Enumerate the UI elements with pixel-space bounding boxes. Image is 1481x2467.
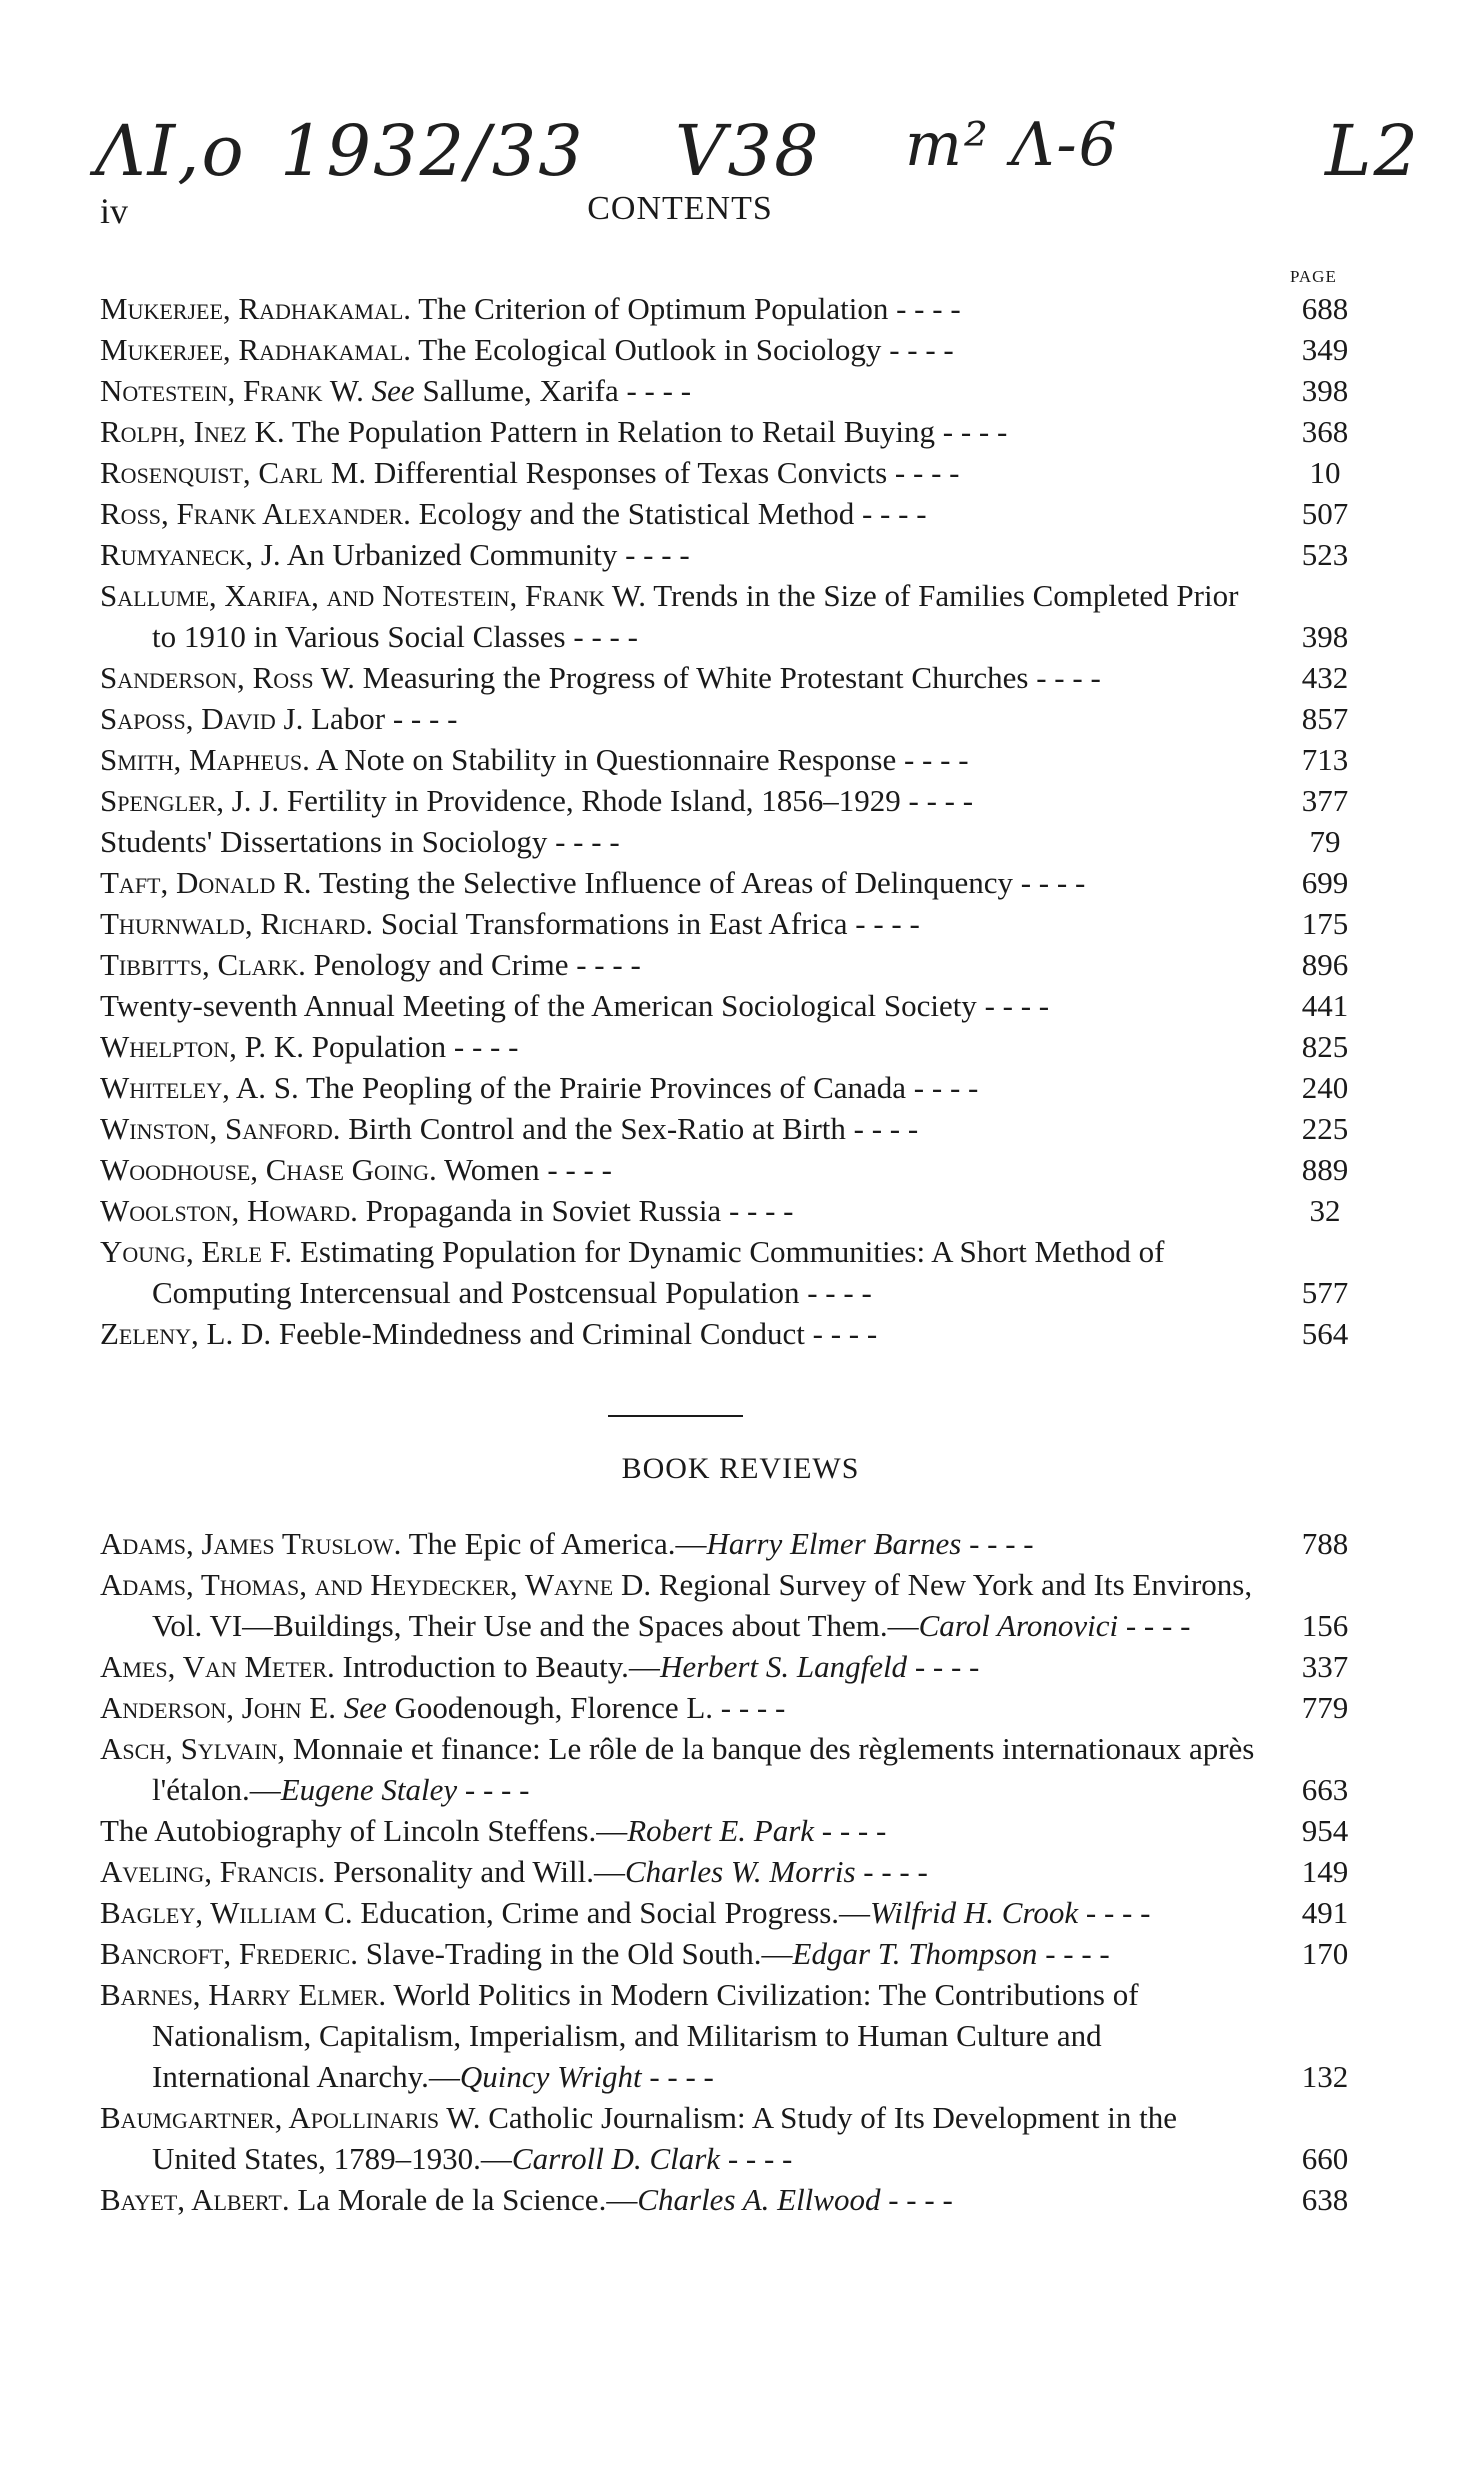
list-item: [100, 1313, 1360, 1354]
entry-text: Anderson, John E. See Goodenough, Florence L. - - - -: [100, 1690, 786, 1725]
entry-author: Mukerjee, Radhakamal.: [100, 291, 412, 326]
entry-author: Winston, Sanford.: [100, 1111, 341, 1146]
entry-author: Baumgartner, Apollinaris W.: [100, 2100, 481, 2135]
list-item: [100, 821, 1360, 862]
entry-text: Whelpton, P. K. Population - - - -: [100, 1029, 519, 1064]
list-item: [100, 1933, 1360, 1974]
entry-text: Twenty-seventh Annual Meeting of the American Sociological Society - - - -: [100, 988, 1050, 1023]
contents-list: [100, 288, 1360, 1354]
list-item: [100, 370, 1360, 411]
handwritten-note: ΛΙ,ο: [95, 110, 246, 192]
entry-title: Measuring the Progress of White Protestant Churches: [362, 660, 1029, 695]
entry-title: Education, Crime and Social Progress.—: [360, 1895, 871, 1930]
list-item: [100, 1026, 1360, 1067]
entry-text: Woolston, Howard. Propaganda in Soviet Russia - - - -: [100, 1193, 794, 1228]
entry-page-number: 349: [1301, 332, 1349, 367]
entry-page-number: 638: [1301, 2182, 1349, 2217]
list-item: [100, 1646, 1360, 1687]
list-item: [100, 739, 1360, 780]
list-item: [100, 452, 1360, 493]
list-item: [100, 862, 1360, 903]
entry-title: The Population Pattern in Relation to Retail Buying: [291, 414, 935, 449]
entry-author: Bayet, Albert.: [100, 2182, 290, 2217]
list-item: [100, 2097, 1360, 2179]
entry-author: Rosenquist, Carl M.: [100, 455, 367, 490]
list-item: [100, 1523, 1360, 1564]
entry-author: Bancroft, Frederic.: [100, 1936, 358, 1971]
entry-page-number: 337: [1301, 1649, 1349, 1684]
entry-author: Adams, James Truslow.: [100, 1526, 402, 1561]
entry-title: The Autobiography of Lincoln Steffens.—: [100, 1813, 628, 1848]
entry-page-number: 507: [1301, 496, 1349, 531]
list-item: [100, 657, 1360, 698]
entry-author: Woolston, Howard.: [100, 1193, 358, 1228]
section-divider: [608, 1415, 743, 1417]
entry-page-number: 825: [1301, 1029, 1349, 1064]
entry-text: Woodhouse, Chase Going. Women - - - -: [100, 1152, 612, 1187]
entry-page-number: 225: [1301, 1111, 1349, 1146]
entry-reviewer: Carroll D. Clark: [511, 2141, 721, 2176]
entry-page-number: 857: [1301, 701, 1349, 736]
list-item: [100, 780, 1360, 821]
entry-text: Rolph, Inez K. The Population Pattern in Relation to Retail Buying - - - -: [100, 414, 1008, 449]
entry-text: Ames, Van Meter. Introduction to Beauty.—Herbert S. Langfeld - - - -: [100, 1649, 980, 1684]
entry-text: Mukerjee, Radhakamal. The Criterion of Optimum Population - - - -: [100, 291, 961, 326]
entry-page-number: 79: [1309, 824, 1341, 859]
entry-page-number: 149: [1301, 1854, 1349, 1889]
entry-title: The Epic of America.—: [408, 1526, 707, 1561]
entry-page-number: 660: [1301, 2141, 1349, 2176]
list-item: [100, 1974, 1360, 2097]
page-header: [100, 190, 1260, 240]
entry-author: Spengler, J. J.: [100, 783, 280, 818]
entry-text: The Autobiography of Lincoln Steffens.—Robert E. Park - - - -: [100, 1813, 887, 1848]
entry-author: Adams, Thomas, and Heydecker, Wayne D.: [100, 1567, 652, 1602]
entry-author: Sanderson, Ross W.: [100, 660, 355, 695]
entry-title: Women: [443, 1152, 540, 1187]
entry-see-label: See: [371, 373, 415, 408]
entry-title: Fertility in Providence, Rhode Island, 1856–1929: [286, 783, 901, 818]
entry-text: Rumyaneck, J. An Urbanized Community - - - -: [100, 537, 690, 572]
entry-author: Zeleny, L. D.: [100, 1316, 272, 1351]
entry-page-number: 663: [1301, 1772, 1349, 1807]
entry-page-number: 491: [1301, 1895, 1349, 1930]
handwritten-note: L2: [1325, 110, 1421, 192]
entry-reviewer: Herbert S. Langfeld: [659, 1649, 908, 1684]
entry-text: Rosenquist, Carl M. Differential Responses of Texas Convicts - - - -: [100, 455, 960, 490]
list-item: [100, 1190, 1360, 1231]
list-item: [100, 698, 1360, 739]
entry-text: Whiteley, A. S. The Peopling of the Prairie Provinces of Canada - - - -: [100, 1070, 979, 1105]
entry-title: Students' Dissertations in Sociology: [100, 824, 548, 859]
entry-text: Bayet, Albert. La Morale de la Science.—Charles A. Ellwood - - - -: [100, 2182, 953, 2217]
list-item: [100, 1231, 1360, 1313]
entry-text: Winston, Sanford. Birth Control and the Sex-Ratio at Birth - - - -: [100, 1111, 919, 1146]
entry-reviewer: Eugene Staley: [280, 1772, 458, 1807]
entry-text: Asch, Sylvain, Monnaie et finance: Le rôle de la banque des règlements internationaux après l'étalon.—Eugene Staley - - - -: [100, 1731, 1255, 1807]
entry-text: Sallume, Xarifa, and Notestein, Frank W. Trends in the Size of Families Completed Prior to 1910 in Various Social Classes - - - -: [100, 578, 1239, 654]
entry-title: Social Transformations in East Africa: [380, 906, 848, 941]
entry-author: Rolph, Inez K.: [100, 414, 285, 449]
entry-text: Thurnwald, Richard. Social Transformations in East Africa - - - -: [100, 906, 920, 941]
entry-author: Whelpton, P. K.: [100, 1029, 305, 1064]
book-reviews-heading: BOOK REVIEWS: [621, 1452, 860, 1485]
page-title: CONTENTS: [587, 190, 773, 227]
entry-title: Goodenough, Florence L.: [394, 1690, 714, 1725]
entry-author: Rumyaneck, J.: [100, 537, 281, 572]
entry-title: Sallume, Xarifa: [422, 373, 619, 408]
entry-text: Sanderson, Ross W. Measuring the Progress of White Protestant Churches - - - -: [100, 660, 1101, 695]
entry-text: Taft, Donald R. Testing the Selective Influence of Areas of Delinquency - - - -: [100, 865, 1086, 900]
page-column-header: PAGE: [1290, 267, 1337, 286]
entry-author: Thurnwald, Richard.: [100, 906, 374, 941]
list-item: [100, 1687, 1360, 1728]
entry-title: Labor: [311, 701, 386, 736]
entry-author: Smith, Mapheus.: [100, 742, 310, 777]
entry-title: An Urbanized Community: [286, 537, 618, 572]
entry-author: Sallume, Xarifa, and Notestein, Frank W.: [100, 578, 646, 613]
entry-reviewer: Robert E. Park: [627, 1813, 815, 1848]
entry-author: Ross, Frank Alexander.: [100, 496, 411, 531]
list-item: [100, 944, 1360, 985]
entry-page-number: 564: [1301, 1316, 1349, 1351]
entry-text: Saposs, David J. Labor - - - -: [100, 701, 458, 736]
entry-text: Adams, James Truslow. The Epic of America.—Harry Elmer Barnes - - - -: [100, 1526, 1034, 1561]
list-item: [100, 903, 1360, 944]
entry-see-label: See: [343, 1690, 387, 1725]
entry-page-number: 954: [1301, 1813, 1349, 1848]
list-item: [100, 575, 1360, 657]
entry-text: Students' Dissertations in Sociology - - - -: [100, 824, 620, 859]
entry-reviewer: Quincy Wright: [459, 2059, 642, 2094]
entry-reviewer: Wilfrid H. Crook: [870, 1895, 1079, 1930]
entry-page-number: 398: [1301, 373, 1349, 408]
entry-author: Ames, Van Meter.: [100, 1649, 335, 1684]
entry-reviewer: Charles W. Morris: [624, 1854, 856, 1889]
entry-title: The Criterion of Optimum Population: [418, 291, 889, 326]
list-item: [100, 288, 1360, 329]
entry-page-number: 523: [1301, 537, 1349, 572]
entry-text: Adams, Thomas, and Heydecker, Wayne D. Regional Survey of New York and Its Environs, Vol. VI—Buildings, Their Use and the Spaces about Them.—Carol Aronovici - - - -: [100, 1567, 1253, 1643]
entry-text: Bancroft, Frederic. Slave-Trading in the Old South.—Edgar T. Thompson - - - -: [100, 1936, 1110, 1971]
list-item: [100, 493, 1360, 534]
entry-title: Slave-Trading in the Old South.—: [365, 1936, 793, 1971]
entry-title: La Morale de la Science.—: [297, 2182, 638, 2217]
entry-text: Bagley, William C. Education, Crime and Social Progress.—Wilfrid H. Crook - - - -: [100, 1895, 1151, 1930]
entry-author: Barnes, Harry Elmer.: [100, 1977, 387, 2012]
entry-title: The Ecological Outlook in Sociology: [418, 332, 882, 367]
entry-text: Aveling, Francis. Personality and Will.—Charles W. Morris - - - -: [100, 1854, 928, 1889]
entry-reviewer: Carol Aronovici: [918, 1608, 1119, 1643]
entry-page-number: 699: [1301, 865, 1349, 900]
entry-text: Ross, Frank Alexander. Ecology and the Statistical Method - - - -: [100, 496, 927, 531]
entry-text: Young, Erle F. Estimating Population for Dynamic Communities: A Short Method of Computing Intercensual and Postcensual Population - - - -: [100, 1234, 1165, 1310]
list-item: [100, 1810, 1360, 1851]
entry-title: The Peopling of the Prairie Provinces of Canada: [306, 1070, 907, 1105]
entry-page-number: 10: [1309, 455, 1341, 490]
entry-text: Barnes, Harry Elmer. World Politics in Modern Civilization: The Contributions of Nationalism, Capitalism, Imperialism, and Militarism to Human Culture and International Anarchy.—Quincy Wright - - - -: [100, 1977, 1139, 2094]
entry-page-number: 896: [1301, 947, 1349, 982]
entry-author: Taft, Donald R.: [100, 865, 312, 900]
entry-author: Aveling, Francis.: [100, 1854, 326, 1889]
entry-text: Notestein, Frank W. See Sallume, Xarifa - - - -: [100, 373, 692, 408]
list-item: [100, 1851, 1360, 1892]
entry-author: Woodhouse, Chase Going.: [100, 1152, 437, 1187]
entry-title: A Note on Stability in Questionnaire Response: [315, 742, 897, 777]
entry-text: Zeleny, L. D. Feeble-Mindedness and Criminal Conduct - - - -: [100, 1316, 878, 1351]
entry-title: Penology and Crime: [313, 947, 569, 982]
entry-page-number: 713: [1301, 742, 1349, 777]
entry-page-number: 688: [1301, 291, 1349, 326]
entry-author: Whiteley, A. S.: [100, 1070, 299, 1105]
entry-title: Ecology and the Statistical Method: [418, 496, 855, 531]
list-item: [100, 411, 1360, 452]
entry-reviewer: Charles A. Ellwood: [637, 2182, 881, 2217]
entry-title: Differential Responses of Texas Convicts: [373, 455, 888, 490]
entry-page-number: 170: [1301, 1936, 1349, 1971]
handwritten-note: V38: [675, 110, 821, 192]
entry-text: Baumgartner, Apollinaris W. Catholic Journalism: A Study of Its Development in the United States, 1789–1930.—Carroll D. Clark - - - -: [100, 2100, 1178, 2176]
entry-title: Trends in the Size of Families Completed Prior to 1910 in Various Social Classes: [152, 578, 1239, 654]
list-item: [100, 1149, 1360, 1190]
entry-page-number: 788: [1301, 1526, 1349, 1561]
entry-reviewer: Edgar T. Thompson: [792, 1936, 1038, 1971]
list-item: [100, 329, 1360, 370]
entry-author: Mukerjee, Radhakamal.: [100, 332, 412, 367]
list-item: [100, 985, 1360, 1026]
entry-author: Anderson, John E.: [100, 1690, 336, 1725]
entry-title: Birth Control and the Sex-Ratio at Birth: [348, 1111, 846, 1146]
entry-title: World Politics in Modern Civilization: The Contributions of Nationalism, Capitalism, Imperialism, and Militarism to Human Culture and International Anarchy.—: [152, 1977, 1139, 2094]
entry-page-number: 577: [1301, 1275, 1349, 1310]
entry-page-number: 779: [1301, 1690, 1349, 1725]
entry-page-number: 889: [1301, 1152, 1349, 1187]
entry-page-number: 156: [1301, 1608, 1349, 1643]
entry-text: Spengler, J. J. Fertility in Providence, Rhode Island, 1856–1929 - - - -: [100, 783, 974, 818]
entry-text: Mukerjee, Radhakamal. The Ecological Outlook in Sociology - - - -: [100, 332, 954, 367]
handwritten-note: m² Λ-6: [905, 110, 1119, 180]
entry-title: Feeble-Mindedness and Criminal Conduct: [278, 1316, 805, 1351]
handwritten-note: 1932/33: [280, 110, 585, 192]
entry-page-number: 441: [1301, 988, 1349, 1023]
list-item: [100, 534, 1360, 575]
entry-title: Testing the Selective Influence of Areas of Delinquency: [318, 865, 1013, 900]
list-item: [100, 1564, 1360, 1646]
entry-title: Estimating Population for Dynamic Communities: A Short Method of Computing Intercensual and Postcensual Population: [152, 1234, 1165, 1310]
entry-title: Monnaie et finance: Le rôle de la banque des règlements internationaux après l'étalon.—: [152, 1731, 1255, 1807]
entry-page-number: 240: [1301, 1070, 1349, 1105]
entry-page-number: 32: [1309, 1193, 1341, 1228]
entry-author: Bagley, William C.: [100, 1895, 353, 1930]
entry-author: Young, Erle F.: [100, 1234, 293, 1269]
list-item: [100, 2179, 1360, 2220]
list-item: [100, 1108, 1360, 1149]
entry-title: Catholic Journalism: A Study of Its Development in the United States, 1789–1930.—: [152, 2100, 1178, 2176]
entry-title: Twenty-seventh Annual Meeting of the American Sociological Society: [100, 988, 977, 1023]
list-item: [100, 1728, 1360, 1810]
entry-title: Population: [311, 1029, 447, 1064]
entry-page-number: 432: [1301, 660, 1349, 695]
page-number: iv: [100, 191, 129, 231]
entry-author: Notestein, Frank W.: [100, 373, 364, 408]
entry-page-number: 368: [1301, 414, 1349, 449]
list-item: [100, 1067, 1360, 1108]
entry-title: Propaganda in Soviet Russia: [365, 1193, 722, 1228]
entry-author: Asch, Sylvain,: [100, 1731, 286, 1766]
entry-text: Tibbitts, Clark. Penology and Crime - - - -: [100, 947, 641, 982]
entry-reviewer: Harry Elmer Barnes: [706, 1526, 962, 1561]
entry-title: Personality and Will.—: [333, 1854, 625, 1889]
entry-author: Tibbitts, Clark.: [100, 947, 306, 982]
entry-text: Smith, Mapheus. A Note on Stability in Questionnaire Response - - - -: [100, 742, 969, 777]
entry-page-number: 377: [1301, 783, 1349, 818]
list-item: [100, 1892, 1360, 1933]
entry-author: Saposs, David J.: [100, 701, 304, 736]
entry-title: Regional Survey of New York and Its Environs, Vol. VI—Buildings, Their Use and the Spaces about Them.—: [152, 1567, 1253, 1643]
entry-page-number: 398: [1301, 619, 1349, 654]
entry-page-number: 175: [1301, 906, 1349, 941]
entry-title: Introduction to Beauty.—: [342, 1649, 660, 1684]
book-reviews-list: [100, 1523, 1360, 2220]
entry-page-number: 132: [1301, 2059, 1349, 2094]
